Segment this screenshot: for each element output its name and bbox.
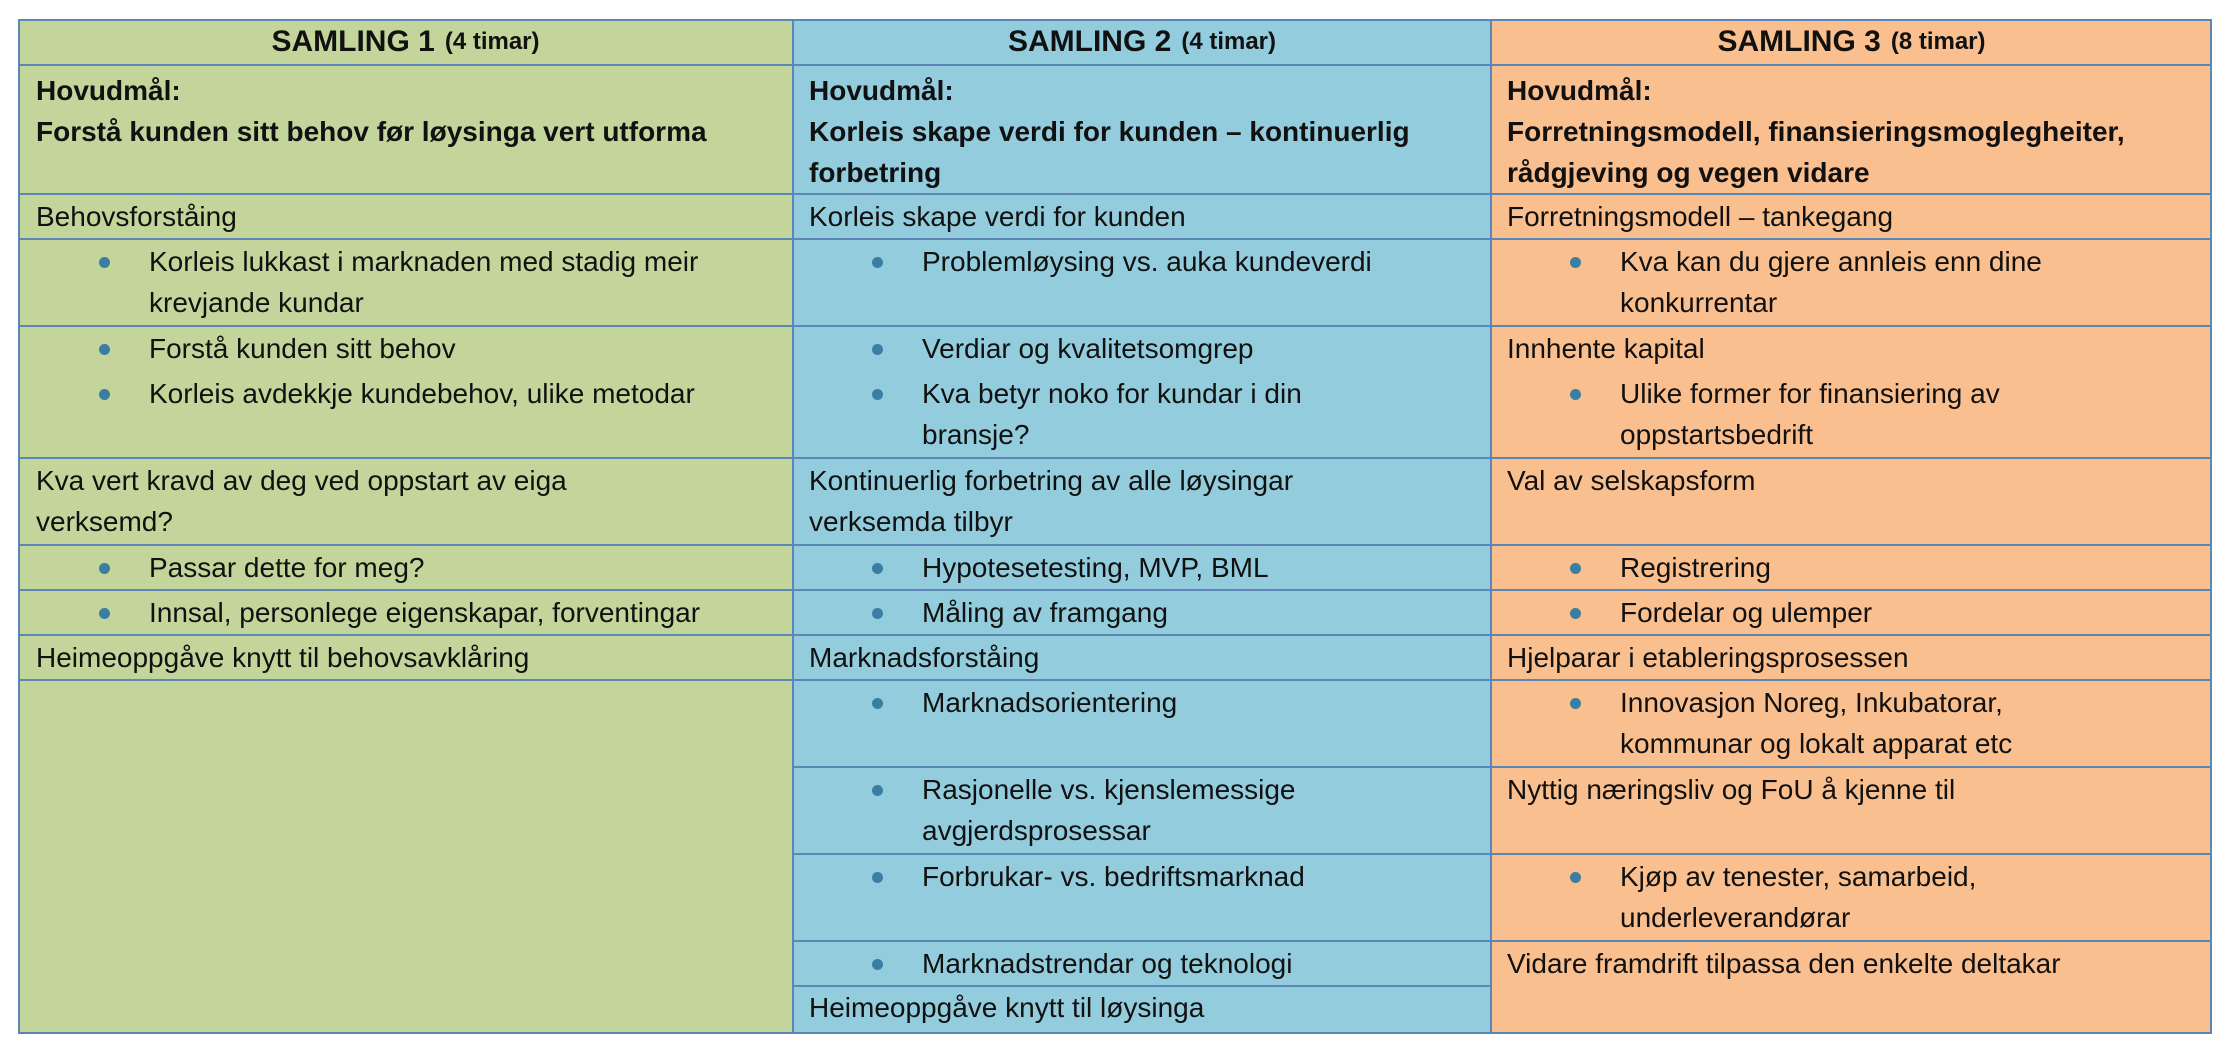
samling-2-header [793,19,1491,65]
bullet-item: Innovasjon Noreg, Inkubatorar, [1620,682,2003,724]
samling-1-goal [36,70,707,152]
bullet-item: Ulike former for finansiering av [1620,373,2000,415]
column-divider [1490,19,1492,1034]
goal-label: Hovudmål: [809,75,954,106]
goal-label: Hovudmål: [36,75,181,106]
topic-forbetring-continued: verksemda tilbyr [809,506,1013,537]
topic-skape-verdi: Korleis skape verdi for kunden [809,201,1186,232]
row-divider [18,544,2212,546]
topic-oppstart-continued: verksemd? [36,506,173,537]
row-divider [18,193,2212,195]
bullet-item-continued: konkurrentar [1620,287,1778,318]
topic-forretningsmodell: Forretningsmodell – tankegang [1507,201,1894,232]
row-divider [18,325,2212,327]
samling-2-title: SAMLING 2 [1007,25,1172,58]
samling-1-header [18,19,793,65]
topic-marknadsforstaing: Marknadsforståing [809,642,1040,673]
bullet-item: Måling av framgang [922,592,1168,634]
row-divider [793,766,2212,768]
bullet-item-continued: krevjande kundar [149,287,364,318]
bullet-item: Verdiar og kvalitetsomgrep [922,328,1254,370]
course-table [18,19,2212,1034]
samling-3-goal [1507,70,2125,193]
bullet-item-continued: bransje? [922,419,1030,450]
topic-selskapsform: Val av selskapsform [1507,465,1756,496]
topic-hjelparar: Hjelparar i etableringsprosessen [1507,642,1909,673]
bullet-item-continued: underleverandørar [1620,902,1851,933]
row-divider [793,853,2212,855]
goal-text: Korleis skape verdi for kunden – kontinuerlig [809,116,1410,147]
samling-1-title: SAMLING 1 [271,25,435,58]
bullet-item-continued: kommunar og lokalt apparat etc [1620,728,2013,759]
column-divider [792,19,794,1034]
topic-naeringsliv: Nyttig næringsliv og FoU å kjenne til [1507,774,1956,805]
bullet-item: Kjøp av tenester, samarbeid, [1620,856,1976,898]
topic-behovsforstaing: Behovsforståing [36,201,237,232]
bullet-item: Problemløysing vs. auka kundeverdi [922,241,1372,283]
row-divider [18,457,2212,459]
bullet-item: Passar dette for meg? [149,547,424,589]
goal-text: Forretningsmodell, finansieringsmoglegheiter, [1507,116,2125,147]
row-divider [18,634,2212,636]
bullet-item: Rasjonelle vs. kjenslemessige [922,769,1296,811]
goal-label: Hovudmål: [1507,75,1652,106]
row-divider [18,679,2212,681]
goal-text: forbetring [809,157,942,188]
topic-heimeoppgave: Heimeoppgåve knytt til behovsavklåring [36,642,530,673]
bullet-item: Marknadsorientering [922,682,1177,724]
bullet-item: Korleis lukkast i marknaden med stadig meir [149,241,698,283]
topic-forbetring: Kontinuerlig forbetring av alle løysingar [809,465,1294,496]
bullet-item: Innsal, personlege eigenskapar, forventingar [149,592,700,634]
row-divider [18,589,2212,591]
bullet-item: Marknadstrendar og teknologi [922,943,1292,985]
topic-oppstart: Kva vert kravd av deg ved oppstart av eiga [36,465,567,496]
bullet-item-continued: avgjerdsprosessar [922,815,1151,846]
bullet-item: Registrering [1620,547,1771,589]
bullet-item: Forstå kunden sitt behov [149,328,456,370]
bullet-item: Hypotesetesting, MVP, BML [922,547,1269,589]
bullet-item: Kva betyr noko for kundar i din [922,373,1302,415]
row-divider [18,238,2212,240]
topic-heimeoppgave-losing: Heimeoppgåve knytt til løysinga [809,992,1205,1023]
bullet-item: Korleis avdekkje kundebehov, ulike metodar [149,373,695,415]
samling-3-title: SAMLING 3 [1717,25,1881,58]
bullet-item: Fordelar og ulemper [1620,592,1872,634]
samling-1-hours: (4 timar) [444,28,540,55]
topic-vidare-framdrift: Vidare framdrift tilpassa den enkelte deltakar [1507,948,2061,979]
goal-text: Forstå kunden sitt behov før løysinga vert utforma [36,116,707,147]
samling-3-header [1491,19,2212,65]
bullet-item-continued: oppstartsbedrift [1620,419,1813,450]
row-divider [793,940,2212,942]
bullet-item: Forbrukar- vs. bedriftsmarknad [922,856,1305,898]
topic-innhente-kapital: Innhente kapital [1507,333,1705,364]
samling-2-goal [809,70,1410,193]
samling-2-hours: (4 timar) [1181,28,1277,55]
bullet-item: Kva kan du gjere annleis enn dine [1620,241,2042,283]
samling-3-hours: (8 timar) [1890,28,1986,55]
goal-text: rådgjeving og vegen vidare [1507,157,1870,188]
